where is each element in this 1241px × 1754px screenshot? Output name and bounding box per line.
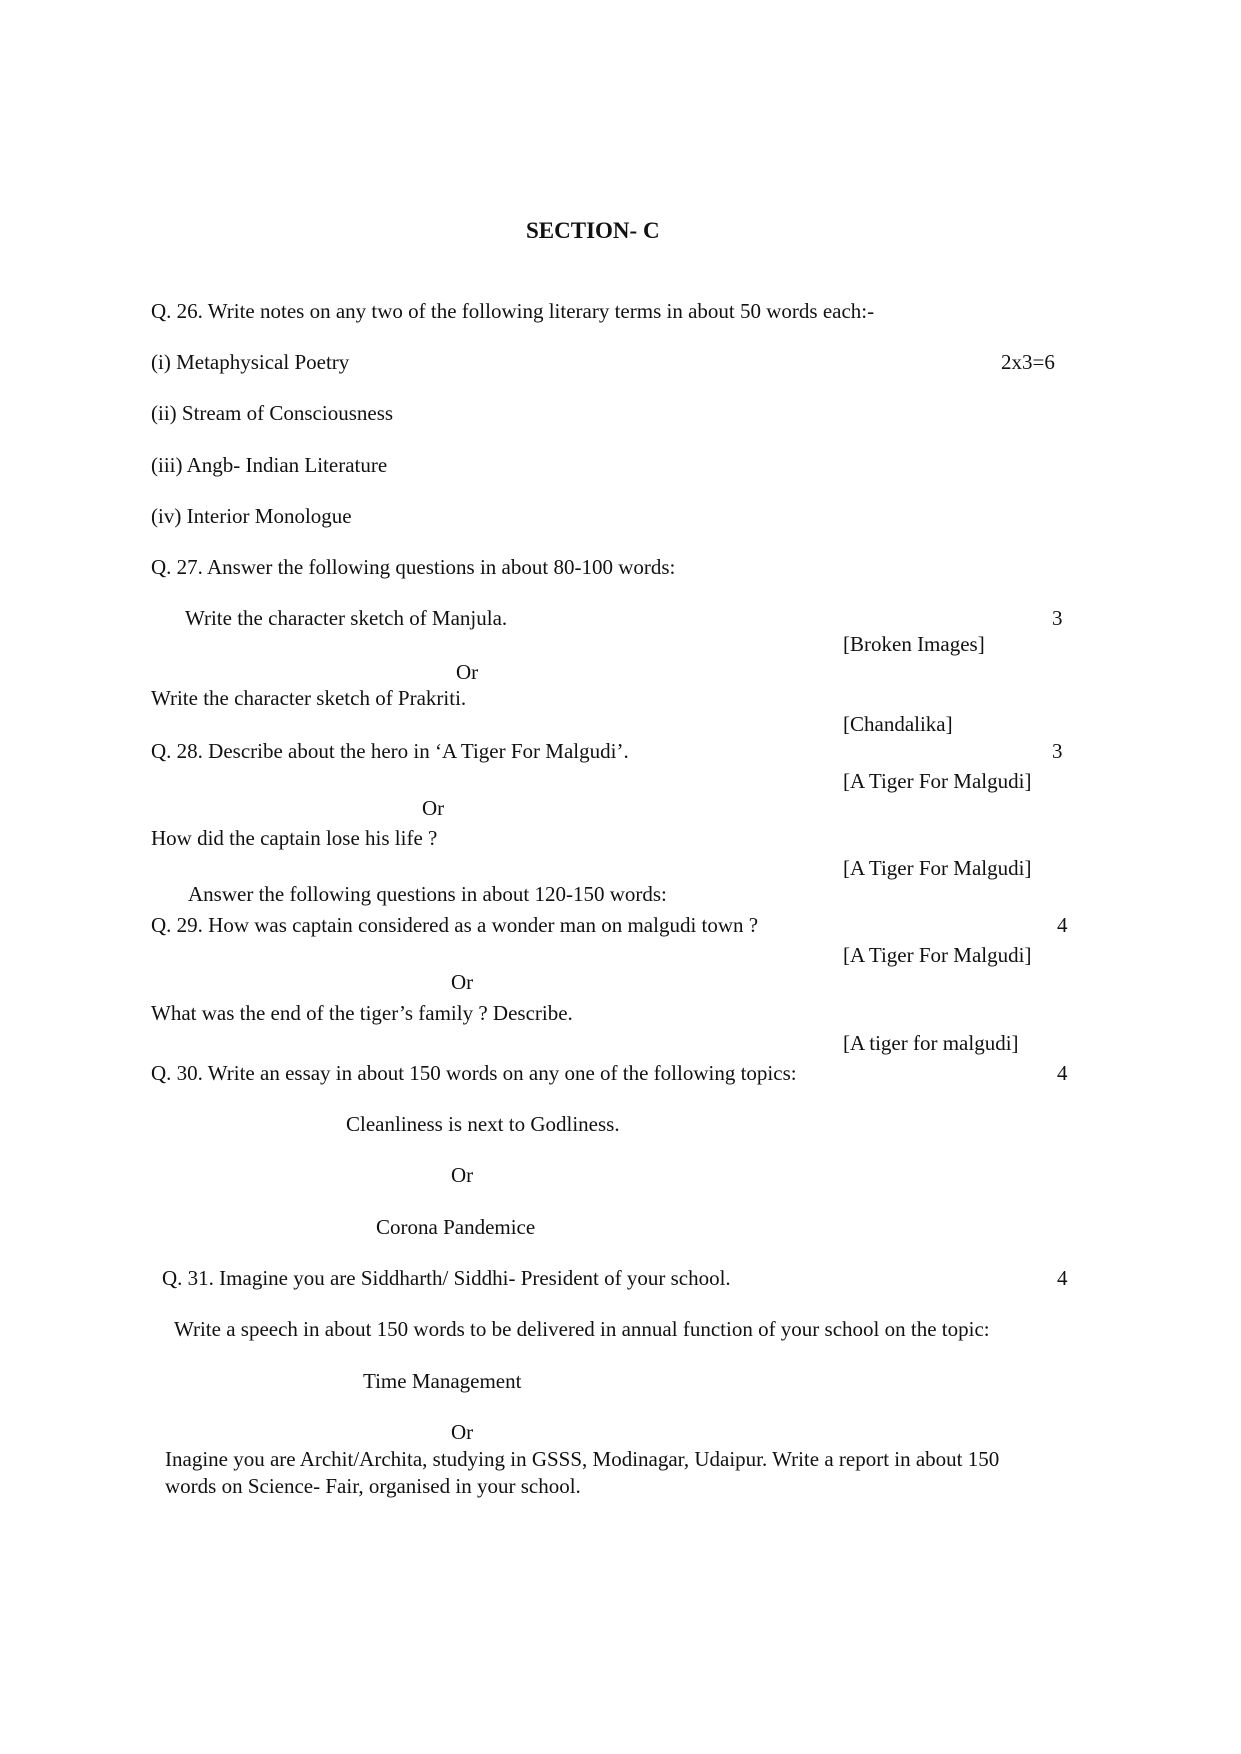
q27-part-a: Write the character sketch of Manjula. bbox=[185, 606, 508, 630]
q31-marks: 4 bbox=[1057, 1266, 1068, 1290]
q27-or: Or bbox=[456, 660, 479, 684]
q26-question: Q. 26. Write notes on any two of the following literary terms in about 50 words each:- bbox=[151, 299, 875, 323]
q29-source-a: [A Tiger For Malgudi] bbox=[843, 943, 1032, 967]
q26-item-2: (ii) Stream of Consciousness bbox=[151, 401, 394, 425]
q26-item-4: (iv) Interior Monologue bbox=[151, 504, 352, 528]
q28-source-b: [A Tiger For Malgudi] bbox=[843, 856, 1032, 880]
q28-or: Or bbox=[422, 796, 445, 820]
q29-or: Or bbox=[451, 970, 474, 994]
q28-source-a: [A Tiger For Malgudi] bbox=[843, 769, 1032, 793]
q30-topic-a: Cleanliness is next to Godliness. bbox=[346, 1112, 620, 1136]
q28-part-b: How did the captain lose his life ? bbox=[151, 826, 438, 850]
q29-marks: 4 bbox=[1057, 913, 1068, 937]
q30-question: Q. 30. Write an essay in about 150 words on any one of the following topics: bbox=[151, 1061, 797, 1085]
q26-item-3: (iii) Angb- Indian Literature bbox=[151, 453, 388, 477]
q31-alt-line-2: words on Science- Fair, organised in your school. bbox=[165, 1474, 581, 1498]
q31-question: Q. 31. Imagine you are Siddharth/ Siddhi- President of your school. bbox=[162, 1266, 731, 1290]
q28-question: Q. 28. Describe about the hero in ‘A Tiger For Malgudi’. bbox=[151, 739, 629, 763]
q27-question: Q. 27. Answer the following questions in about 80-100 words: bbox=[151, 555, 676, 579]
q30-topic-b: Corona Pandemice bbox=[376, 1215, 536, 1239]
q26-marks: 2x3=6 bbox=[1001, 350, 1055, 374]
instruction-120-150: Answer the following questions in about 120-150 words: bbox=[188, 882, 667, 906]
q31-alt-line-1: Inagine you are Archit/Archita, studying in GSSS, Modinagar, Udaipur. Write a report in about 150 bbox=[165, 1447, 1000, 1471]
q29-question: Q. 29. How was captain considered as a wonder man on malgudi town ? bbox=[151, 913, 759, 937]
q31-or: Or bbox=[451, 1420, 474, 1444]
q30-marks: 4 bbox=[1057, 1061, 1068, 1085]
q27-marks: 3 bbox=[1052, 606, 1063, 630]
q26-item-1: (i) Metaphysical Poetry bbox=[151, 350, 350, 374]
q27-source-a: [Broken Images] bbox=[843, 632, 985, 656]
q29-part-b: What was the end of the tiger’s family ? Describe. bbox=[151, 1001, 573, 1025]
q30-or: Or bbox=[451, 1163, 474, 1187]
q31-instruction: Write a speech in about 150 words to be delivered in annual function of your school on the topic: bbox=[174, 1317, 990, 1341]
q31-topic: Time Management bbox=[363, 1369, 522, 1393]
q27-part-b: Write the character sketch of Prakriti. bbox=[151, 686, 467, 710]
q29-source-b: [A tiger for malgudi] bbox=[843, 1031, 1019, 1055]
q28-marks: 3 bbox=[1052, 739, 1063, 763]
q27-source-b: [Chandalika] bbox=[843, 712, 953, 736]
section-title: SECTION- C bbox=[526, 218, 660, 243]
